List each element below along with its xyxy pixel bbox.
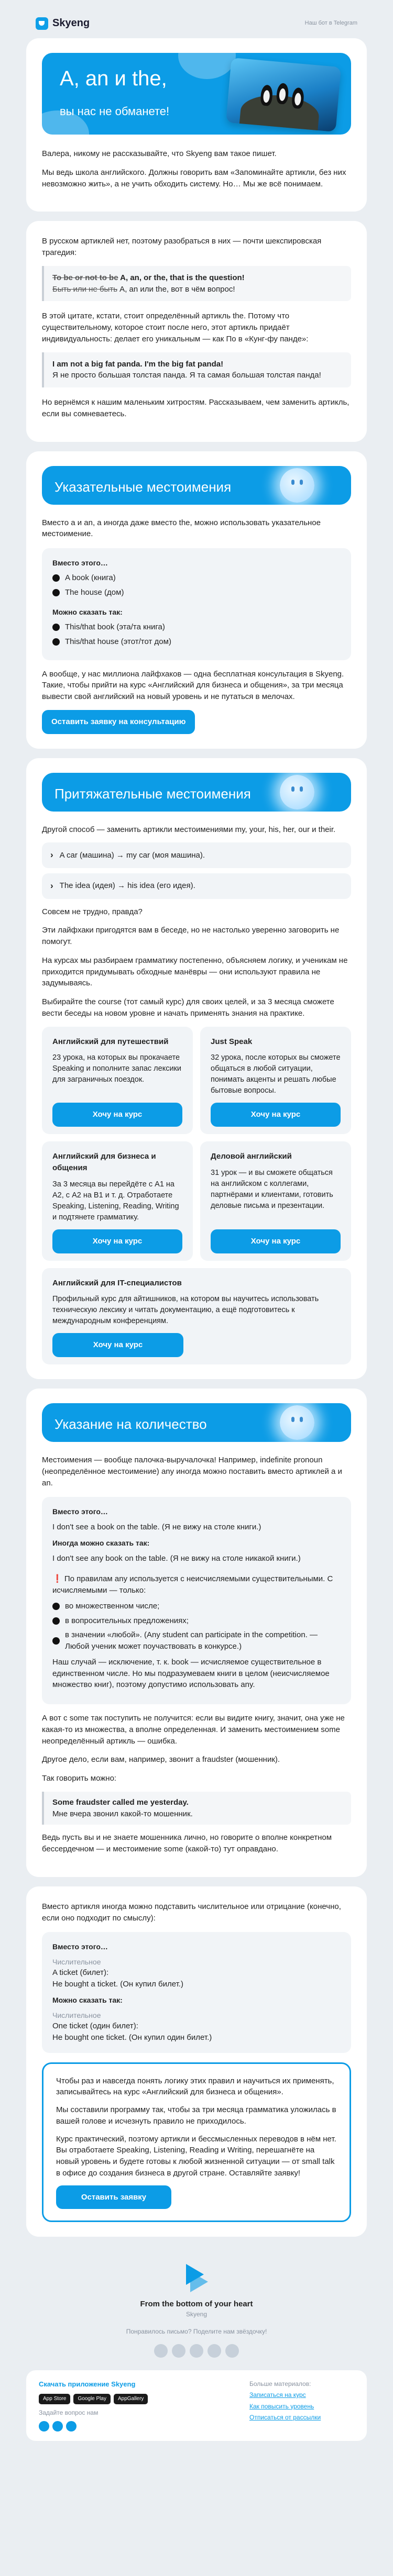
rule-text: [52, 1573, 341, 1596]
footer-signature: [26, 2246, 367, 2370]
section-text: Так говорить можно:: [42, 1774, 117, 1783]
course-grid: [42, 1027, 351, 1261]
example-box: [42, 1497, 351, 1704]
course-button[interactable]: Хочу на курс: [52, 1103, 182, 1127]
section-text: Ведь пусть вы и не знаете мошенника лично, но говорите о вполне конкретном бессердечном — и местоимение some (какой-то) тут оправдано.: [42, 1833, 332, 1854]
quote-translation: А, an или the, вот в чём вопрос!: [117, 284, 235, 294]
star-icon[interactable]: [154, 2344, 168, 2358]
section-text: А вообще, у нас миллиона лайфхаков — одна бесплатная консультация в Skyeng. Такие, чтобы прийти на курс «Английский для бизнеса и общения», за три месяца вывести свой английский на новый уровень и не путаться в мелочах.: [42, 669, 344, 702]
skyeng-logo-icon: [36, 17, 48, 30]
intro-text: Мы ведь школа английского. Должны говорить вам «Запоминайте артикли, без них невозможно жить», а не учить обходить систему. Но… Мы же всё понимаем.: [42, 168, 346, 188]
list-text: A book (книга): [65, 573, 116, 583]
course-card: [42, 1027, 193, 1135]
intro-card: [26, 38, 367, 212]
social-links: [39, 2421, 148, 2431]
offer-text: Курс практический, поэтому артикли и бессмысленных переводов в нём нет. Вы отработаете Speaking, Listening, Reading и Writing, перешагнёте на новый уровень и будете готовы к любой жизненной ситуации — от small talk в офисе до создания бизнеса в другой стране. Оставляйте заявку!: [56, 2134, 336, 2178]
telegram-icon[interactable]: [52, 2421, 63, 2431]
skyeng-logo[interactable]: [36, 16, 90, 31]
quote-translation: Мне вчера звонил какой-то мошенник.: [52, 1809, 193, 1818]
greeting-text: Валера, никому не рассказывайте, что Skyeng вам такое пишет.: [42, 149, 277, 158]
articles-card: [26, 221, 367, 441]
google-play-badge[interactable]: Google Play: [73, 2394, 110, 2405]
list-text: в вопросительных предложениях;: [65, 1616, 189, 1625]
view-online-link[interactable]: Наш бот в Telegram: [304, 19, 357, 26]
rule-text: Наш случай — исключение, т. к. book — исчисляемое существительное в единственном числе. Но мы подразумеваем книги в целом (неисчисляемое множество книг), поэтому допустимо использовать any.: [52, 1657, 330, 1690]
list-text: This/that book (эта/та книга): [65, 623, 165, 632]
section-text: Вместо артикля иногда можно подставить числительное или отрицание (конечно, если оно подходит по смыслу):: [42, 1902, 341, 1923]
example-text: He bought a ticket. (Он купил билет.): [52, 1979, 183, 1989]
bullet-icon: [52, 1603, 60, 1610]
star-icon[interactable]: [225, 2344, 239, 2358]
example-text: A ticket (билет):: [52, 1968, 109, 1977]
bullet-icon: [52, 1617, 60, 1625]
example-pill: [42, 842, 351, 868]
example-label: Можно сказать так:: [52, 607, 123, 616]
course-button[interactable]: Хочу на курс: [52, 1333, 183, 1357]
example-text: I don't see a book on the table. (Я не вижу на столе книги.): [52, 1522, 261, 1531]
bullet-icon: [52, 638, 60, 646]
strike-text: To be or not to be: [52, 273, 118, 282]
chevron-right-icon: ›: [50, 880, 53, 891]
section-text: В русском артиклей нет, поэтому разобраться в них — почти шекспировская трагедия:: [42, 237, 322, 257]
footer: [26, 2370, 367, 2441]
fraud-quote: [42, 1792, 351, 1825]
hero-banner: [42, 53, 351, 135]
quote-text: A, an, or the, that is the question!: [118, 273, 245, 282]
bullet-icon: [52, 1637, 60, 1645]
demonstratives-card: [26, 451, 367, 749]
course-text: За 3 месяца вы перейдёте с A1 на A2, с A2 на B1 и т. д. Отработаете Speaking, Listening, Reading, Writing и подтянете грамматику.: [52, 1180, 179, 1222]
bullet-icon: [52, 589, 60, 596]
example-text: The idea (идея) → his idea (его идея).: [59, 881, 195, 891]
section-text: В этой цитате, кстати, стоит определённый артикль the. Потому что существительному, которое стоит после него, этот артикль придаёт индивидуальность: делает его уникальным — как По в «Кунг-фу панде»:: [42, 312, 309, 343]
example-sub: Числительное: [52, 1957, 101, 1966]
course-title: Английский для бизнеса и общения: [52, 1152, 156, 1172]
star-icon[interactable]: [172, 2344, 185, 2358]
bullet-icon: [52, 624, 60, 631]
smile-icon: [280, 468, 314, 503]
course-title: Английский для IT-специалистов: [52, 1278, 182, 1287]
skyeng-play-icon: [181, 2264, 212, 2295]
shakespeare-quote: [42, 266, 351, 302]
example-box: [42, 1932, 351, 2052]
banner-title: Указательные местоимения: [54, 479, 232, 495]
store-badges: [39, 2394, 148, 2405]
example-label: Вместо этого…: [52, 1507, 108, 1516]
section-banner: [42, 773, 351, 812]
numerals-card: [26, 1886, 367, 2237]
section-text: Вместо a и an, а иногда даже вместо the, можно использовать указательное местоимение.: [42, 518, 321, 539]
email-header: [26, 12, 367, 38]
section-banner: [42, 1403, 351, 1442]
quote-text: I am not a big fat panda. I'm the big fat panda!: [52, 359, 224, 369]
example-pill: [42, 873, 351, 899]
course-title: Деловой английский: [211, 1152, 292, 1161]
course-button[interactable]: Хочу на курс: [52, 1229, 182, 1253]
youtube-icon[interactable]: [66, 2421, 77, 2431]
chevron-right-icon: ›: [50, 850, 53, 860]
quantity-card: [26, 1389, 367, 1877]
section-text: Другой способ — заменить артикли местоимениями my, your, his, her, our и their.: [42, 825, 336, 834]
course-title: Just Speak: [211, 1037, 253, 1046]
unsubscribe-link[interactable]: Отписаться от рассылки: [249, 2414, 321, 2422]
example-text: He bought one ticket. (Он купил один билет.): [52, 2033, 212, 2042]
section-banner: [42, 466, 351, 505]
course-card: [200, 1027, 351, 1135]
example-label: Можно сказать так:: [52, 1996, 123, 2005]
brand-name: Skyeng: [52, 17, 90, 29]
rating-stars: [26, 2344, 367, 2358]
course-button[interactable]: Хочу на курс: [211, 1229, 341, 1253]
quote-translation: Я не просто большая толстая панда. Я та самая большая толстая панда!: [52, 371, 321, 380]
hero-title: A, an и the,: [60, 67, 167, 90]
heart-sub: Skyeng: [185, 2311, 208, 2318]
course-card-it: [42, 1268, 351, 1365]
course-text: Профильный курс для айтишников, на котором вы научитесь использовать техническую лексику и читать документацию, а ещё подготовитесь к международным конференциям.: [52, 1295, 319, 1326]
quote-text: Some fraudster called me yesterday.: [52, 1797, 189, 1807]
list-item: [52, 587, 341, 598]
list-item: [52, 1629, 341, 1652]
example-label: Иногда можно сказать так:: [52, 1539, 150, 1548]
banner-title: Притяжательные местоимения: [54, 785, 251, 802]
footer-label: Больше материалов:: [249, 2380, 311, 2388]
banner-title: Указание на количество: [54, 1416, 207, 1433]
warning-icon: ❗: [52, 1574, 64, 1584]
list-item: [52, 1615, 341, 1627]
possessives-card: [26, 758, 367, 1379]
star-icon[interactable]: [190, 2344, 203, 2358]
footer-link[interactable]: Как повысить уровень: [249, 2402, 314, 2410]
list-text: This/that house (этот/тот дом): [65, 637, 171, 646]
example-text: I don't see any book on the table. (Я не вижу на столе никакой книги.): [52, 1553, 301, 1563]
example-label: Вместо этого…: [52, 1942, 108, 1951]
course-button[interactable]: Хочу на курс: [211, 1103, 341, 1127]
rate-text: Понравилось письмо? Поделите нам звёздочку!: [126, 2328, 267, 2336]
section-text: Другое дело, если вам, например, звонит a fraudster (мошенник).: [42, 1755, 280, 1764]
list-item: [52, 636, 341, 648]
hero-subtitle: вы нас не обманете!: [60, 105, 170, 118]
section-text: Но вернёмся к нашим маленьким хитростям. Рассказываем, чем заменить артикль, если вы сомневаетесь.: [42, 398, 350, 418]
section-text: Эти лайфхаки пригодятся вам в беседе, но не настолько уверенно заговорить не помогут.: [42, 926, 340, 947]
section-text: На курсах мы разбираем грамматику постепенно, объясняем логику, и ученикам не приходится придумывать обходные манёвры — они используют правила не задумываясь.: [42, 956, 348, 988]
penguins-photo: [226, 58, 341, 132]
section-text: Совсем не трудно, правда?: [42, 907, 143, 916]
course-title: Английский для путешествий: [52, 1037, 169, 1046]
course-text: 23 урока, на которых вы прокачаете Speaking и пополните запас лексики для заграничных поездок.: [52, 1053, 182, 1084]
heart-text: From the bottom of your heart: [140, 2300, 253, 2309]
panda-quote: [42, 352, 351, 388]
example-sub: Числительное: [52, 2011, 101, 2019]
apply-button[interactable]: Оставить заявку: [56, 2185, 171, 2209]
example-box: [42, 548, 351, 660]
star-icon[interactable]: [208, 2344, 221, 2358]
course-text: 31 урок — и вы сможете общаться на английском с коллегами, партнёрами и клиентами, готовить деловые письма и презентации.: [211, 1168, 333, 1210]
list-text: в значении «любой». (Any student can participate in the competition. — Любой ученик может поучаствовать в конкурсе.): [65, 1630, 318, 1651]
bullet-icon: [52, 574, 60, 582]
strike-text: Быть или не быть: [52, 284, 118, 294]
section-text: Местоимения — вообще палочка-выручалочка! Например, indefinite pronoun (неопределённое местоимение) any иногда можно поставить вместо артиклей a и an.: [42, 1456, 342, 1487]
app-store-badge[interactable]: App Store: [39, 2394, 70, 2405]
social-label: Задайте вопрос нам: [39, 2409, 99, 2417]
rule-body: По правилам any используется с неисчисляемыми существительными. С исчисляемыми — только:: [52, 1574, 333, 1595]
offer-text: Чтобы раз и навсегда понять логику этих правил и научиться их применять, записывайтесь на курс «Английский для бизнеса и общения».: [56, 2076, 334, 2097]
offer-text: Мы составили программу так, чтобы за три месяца грамматика уложилась в вашей голове и исчезнуть правило не приходилось.: [56, 2105, 336, 2126]
footer-link[interactable]: Записаться на курс: [249, 2391, 306, 2399]
list-text: The house (дом): [65, 588, 124, 597]
final-offer: [42, 2062, 351, 2223]
smile-icon: [280, 775, 314, 809]
example-text: A car (машина) → my car (моя машина).: [59, 850, 205, 860]
vk-icon[interactable]: [39, 2421, 49, 2431]
course-card: [42, 1141, 193, 1260]
list-text: во множественном числе;: [65, 1601, 160, 1611]
appgallery-badge[interactable]: AppGallery: [114, 2394, 148, 2405]
list-item: [52, 1601, 341, 1612]
list-item: [52, 572, 341, 584]
list-item: [52, 621, 341, 633]
course-text: 32 урока, после которых вы сможете общаться в любой ситуации, понимать акценты и решать любые бытовые вопросы.: [211, 1053, 341, 1095]
consultation-button[interactable]: Оставить заявку на консультацию: [42, 710, 195, 734]
course-card: [200, 1141, 351, 1260]
example-text: One ticket (один билет):: [52, 2022, 138, 2031]
section-text: А вот с some так поступить не получится: если вы видите книгу, значит, она уже не какая-то из множества, а вполне определенная. И заменить местоимением some неопределённый артикль — ошибка.: [42, 1714, 345, 1746]
app-link[interactable]: Скачать приложение Skyeng: [39, 2380, 136, 2388]
example-label: Вместо этого…: [52, 559, 108, 567]
smile-icon: [280, 1405, 314, 1440]
section-text: Выбирайте the course (тот самый курс) для своих целей, и за 3 месяца сможете вести беседы на новом уровне и начать применять знания на практике.: [42, 997, 334, 1018]
